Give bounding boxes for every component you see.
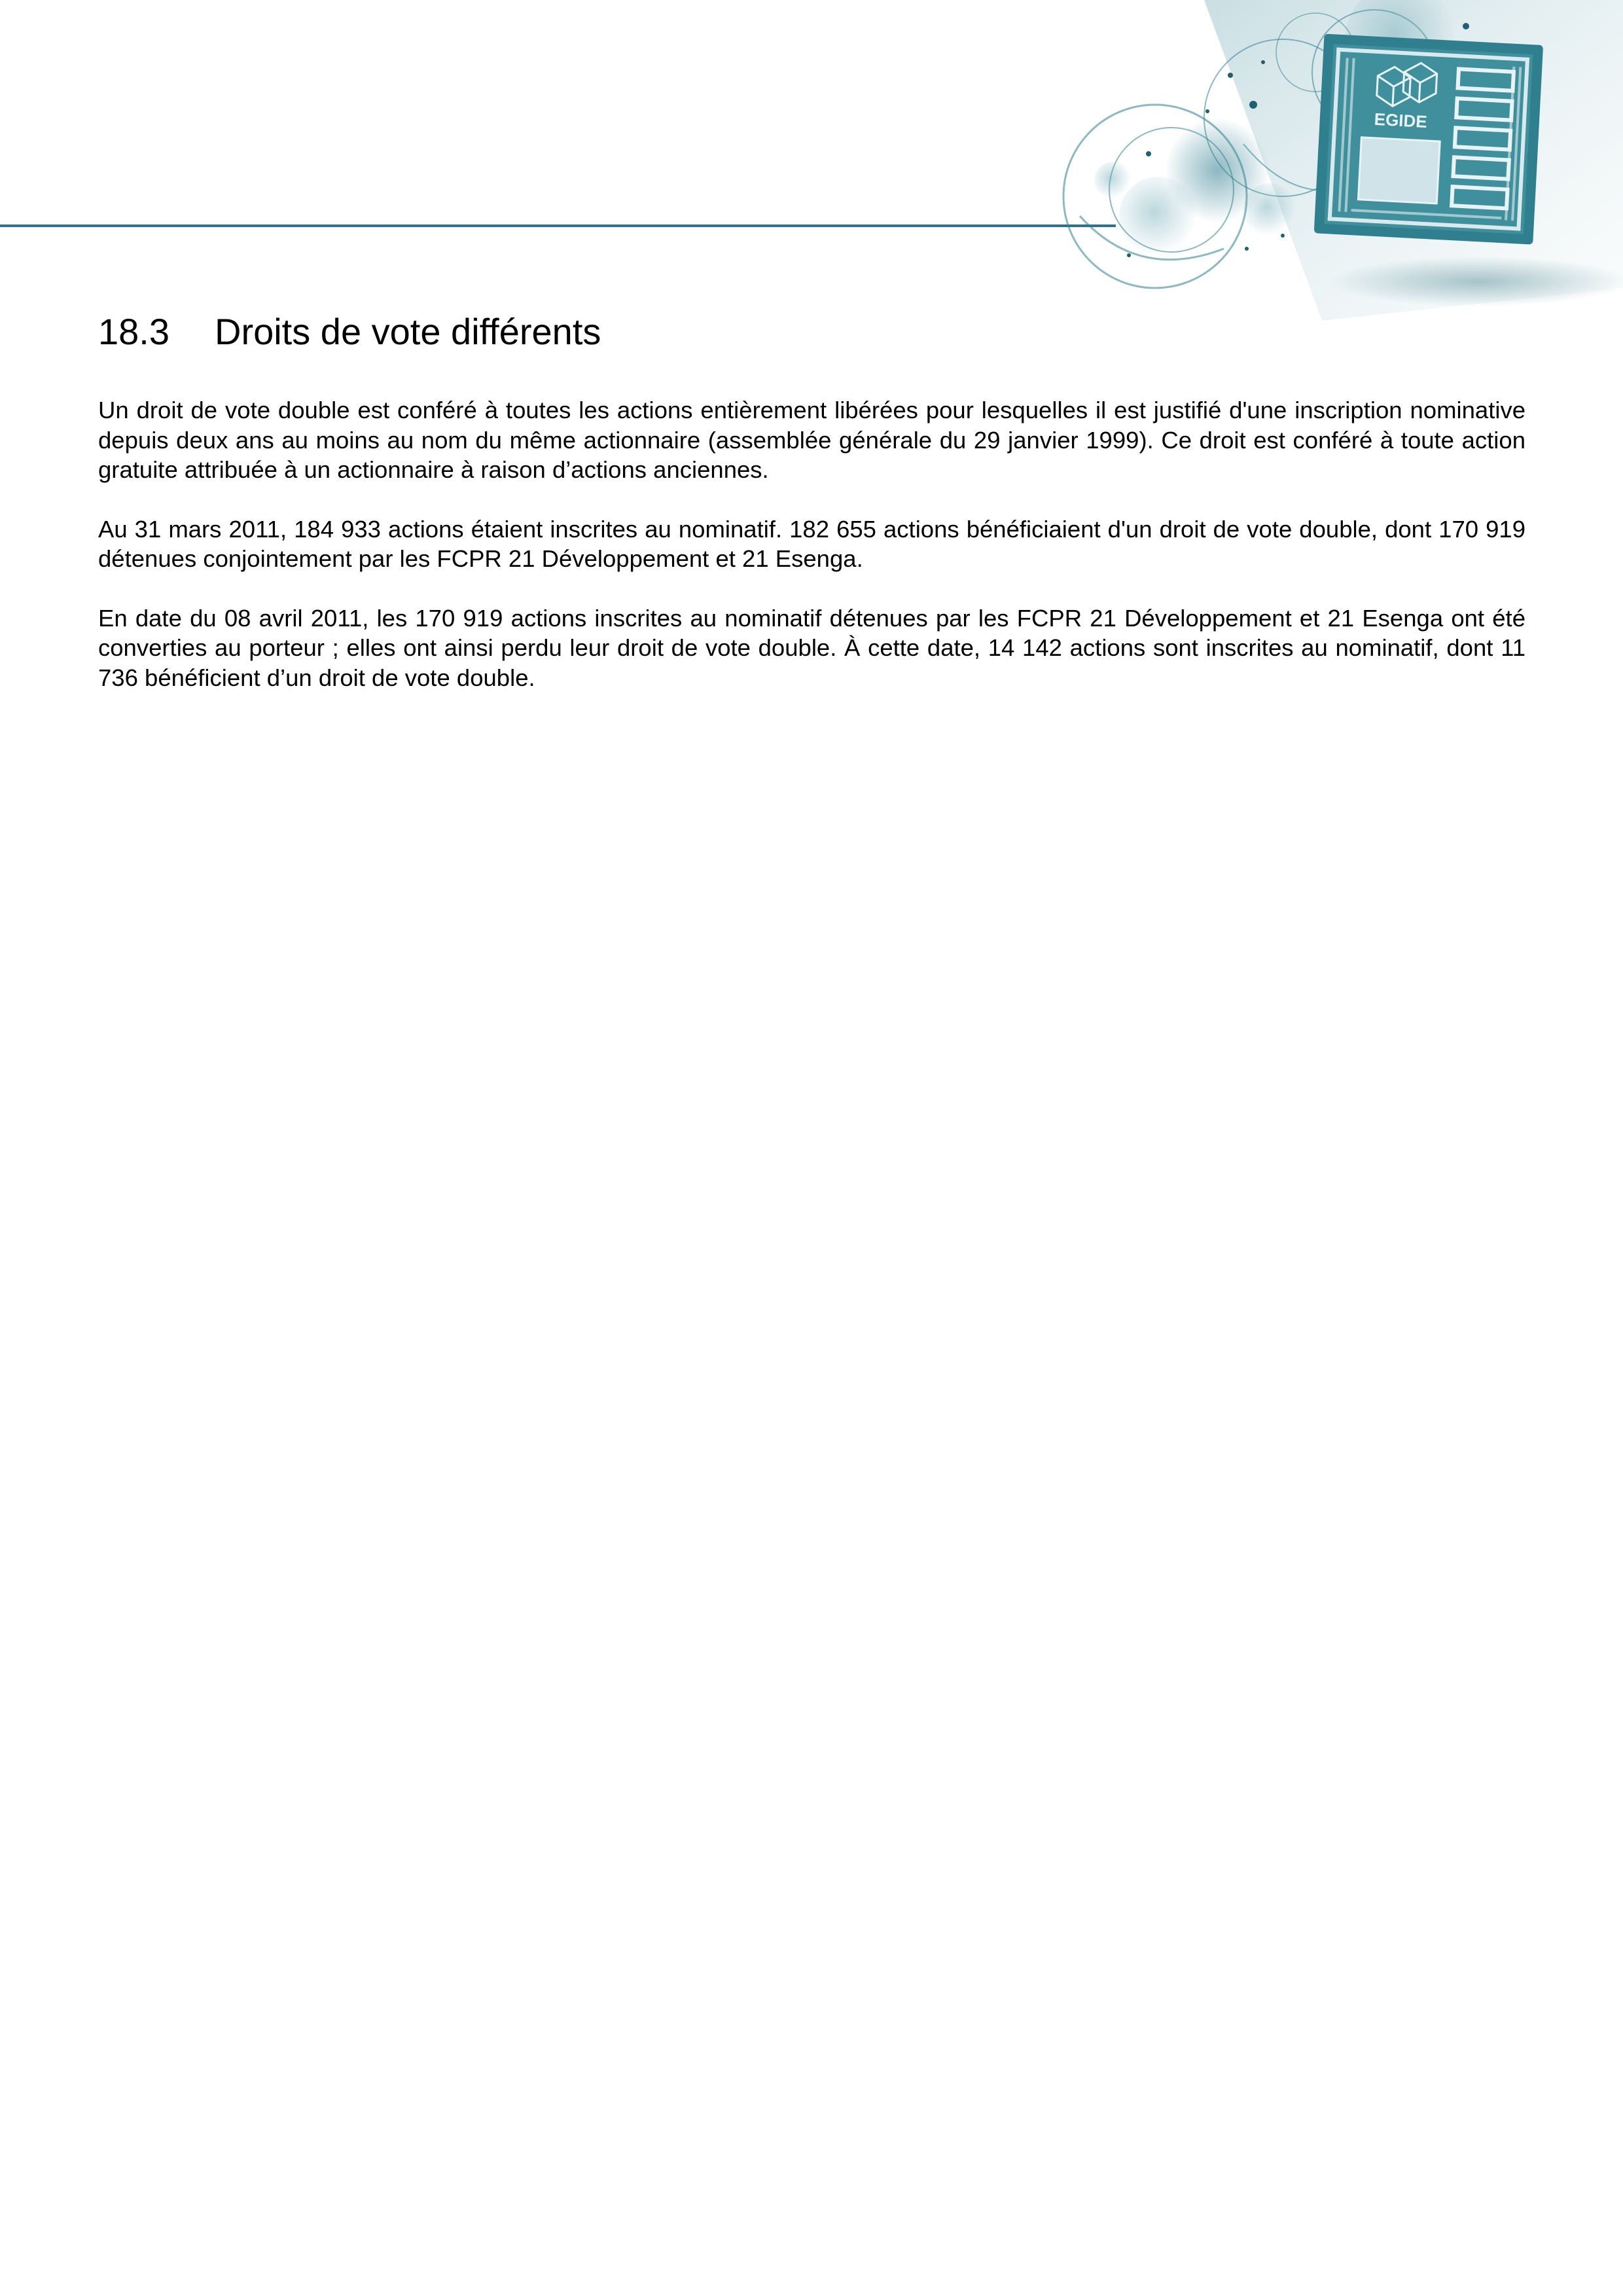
header-rule: [0, 224, 1116, 227]
body-text: [98, 395, 1525, 722]
bubble: [1119, 177, 1198, 255]
bubble: [1094, 162, 1131, 198]
egide-header-graphic: [1008, 0, 1623, 327]
paragraph-april-2011-conversion: En date du 08 avril 2011, les 170 919 actions inscrites au nominatif détenues par les FCPR 21 Développement et 21 Esenga ont été converties au porteur ; elles ont ainsi perdu leur droit de vote double. À cette date, 14 142 actions sont inscrites au nominatif, dont 11 736 bénéficient d’un droit de vote double.: [98, 604, 1525, 691]
bubble: [1243, 183, 1296, 236]
section-number: 18.3: [98, 311, 169, 352]
section-title: Droits de vote différents: [215, 311, 601, 352]
section-heading: [98, 308, 601, 356]
paragraph-march-2011-shares: Au 31 mars 2011, 184 933 actions étaient inscrites au nominatif. 182 655 actions bénéficiaient d'un droit de vote double, dont 170 919 détenues conjointement par les FCPR 21 Développement et 21 Esenga.: [98, 515, 1525, 572]
chip-shadow: [1329, 257, 1623, 306]
paragraph-double-voting-right: Un droit de vote double est conféré à toutes les actions entièrement libérées pour lesquelles il est justifié d'une inscription nominative depuis deux ans au moins au nom du même actionnaire (assemblée générale du 29 janvier 1999). Ce droit est conféré à toute action gratuite attribuée à un actionnaire à raison d’actions anciennes.: [98, 397, 1525, 483]
chip-die: [1358, 137, 1440, 204]
egide-logo-text: EGIDE: [1374, 109, 1428, 132]
chip-package: [1314, 34, 1544, 245]
